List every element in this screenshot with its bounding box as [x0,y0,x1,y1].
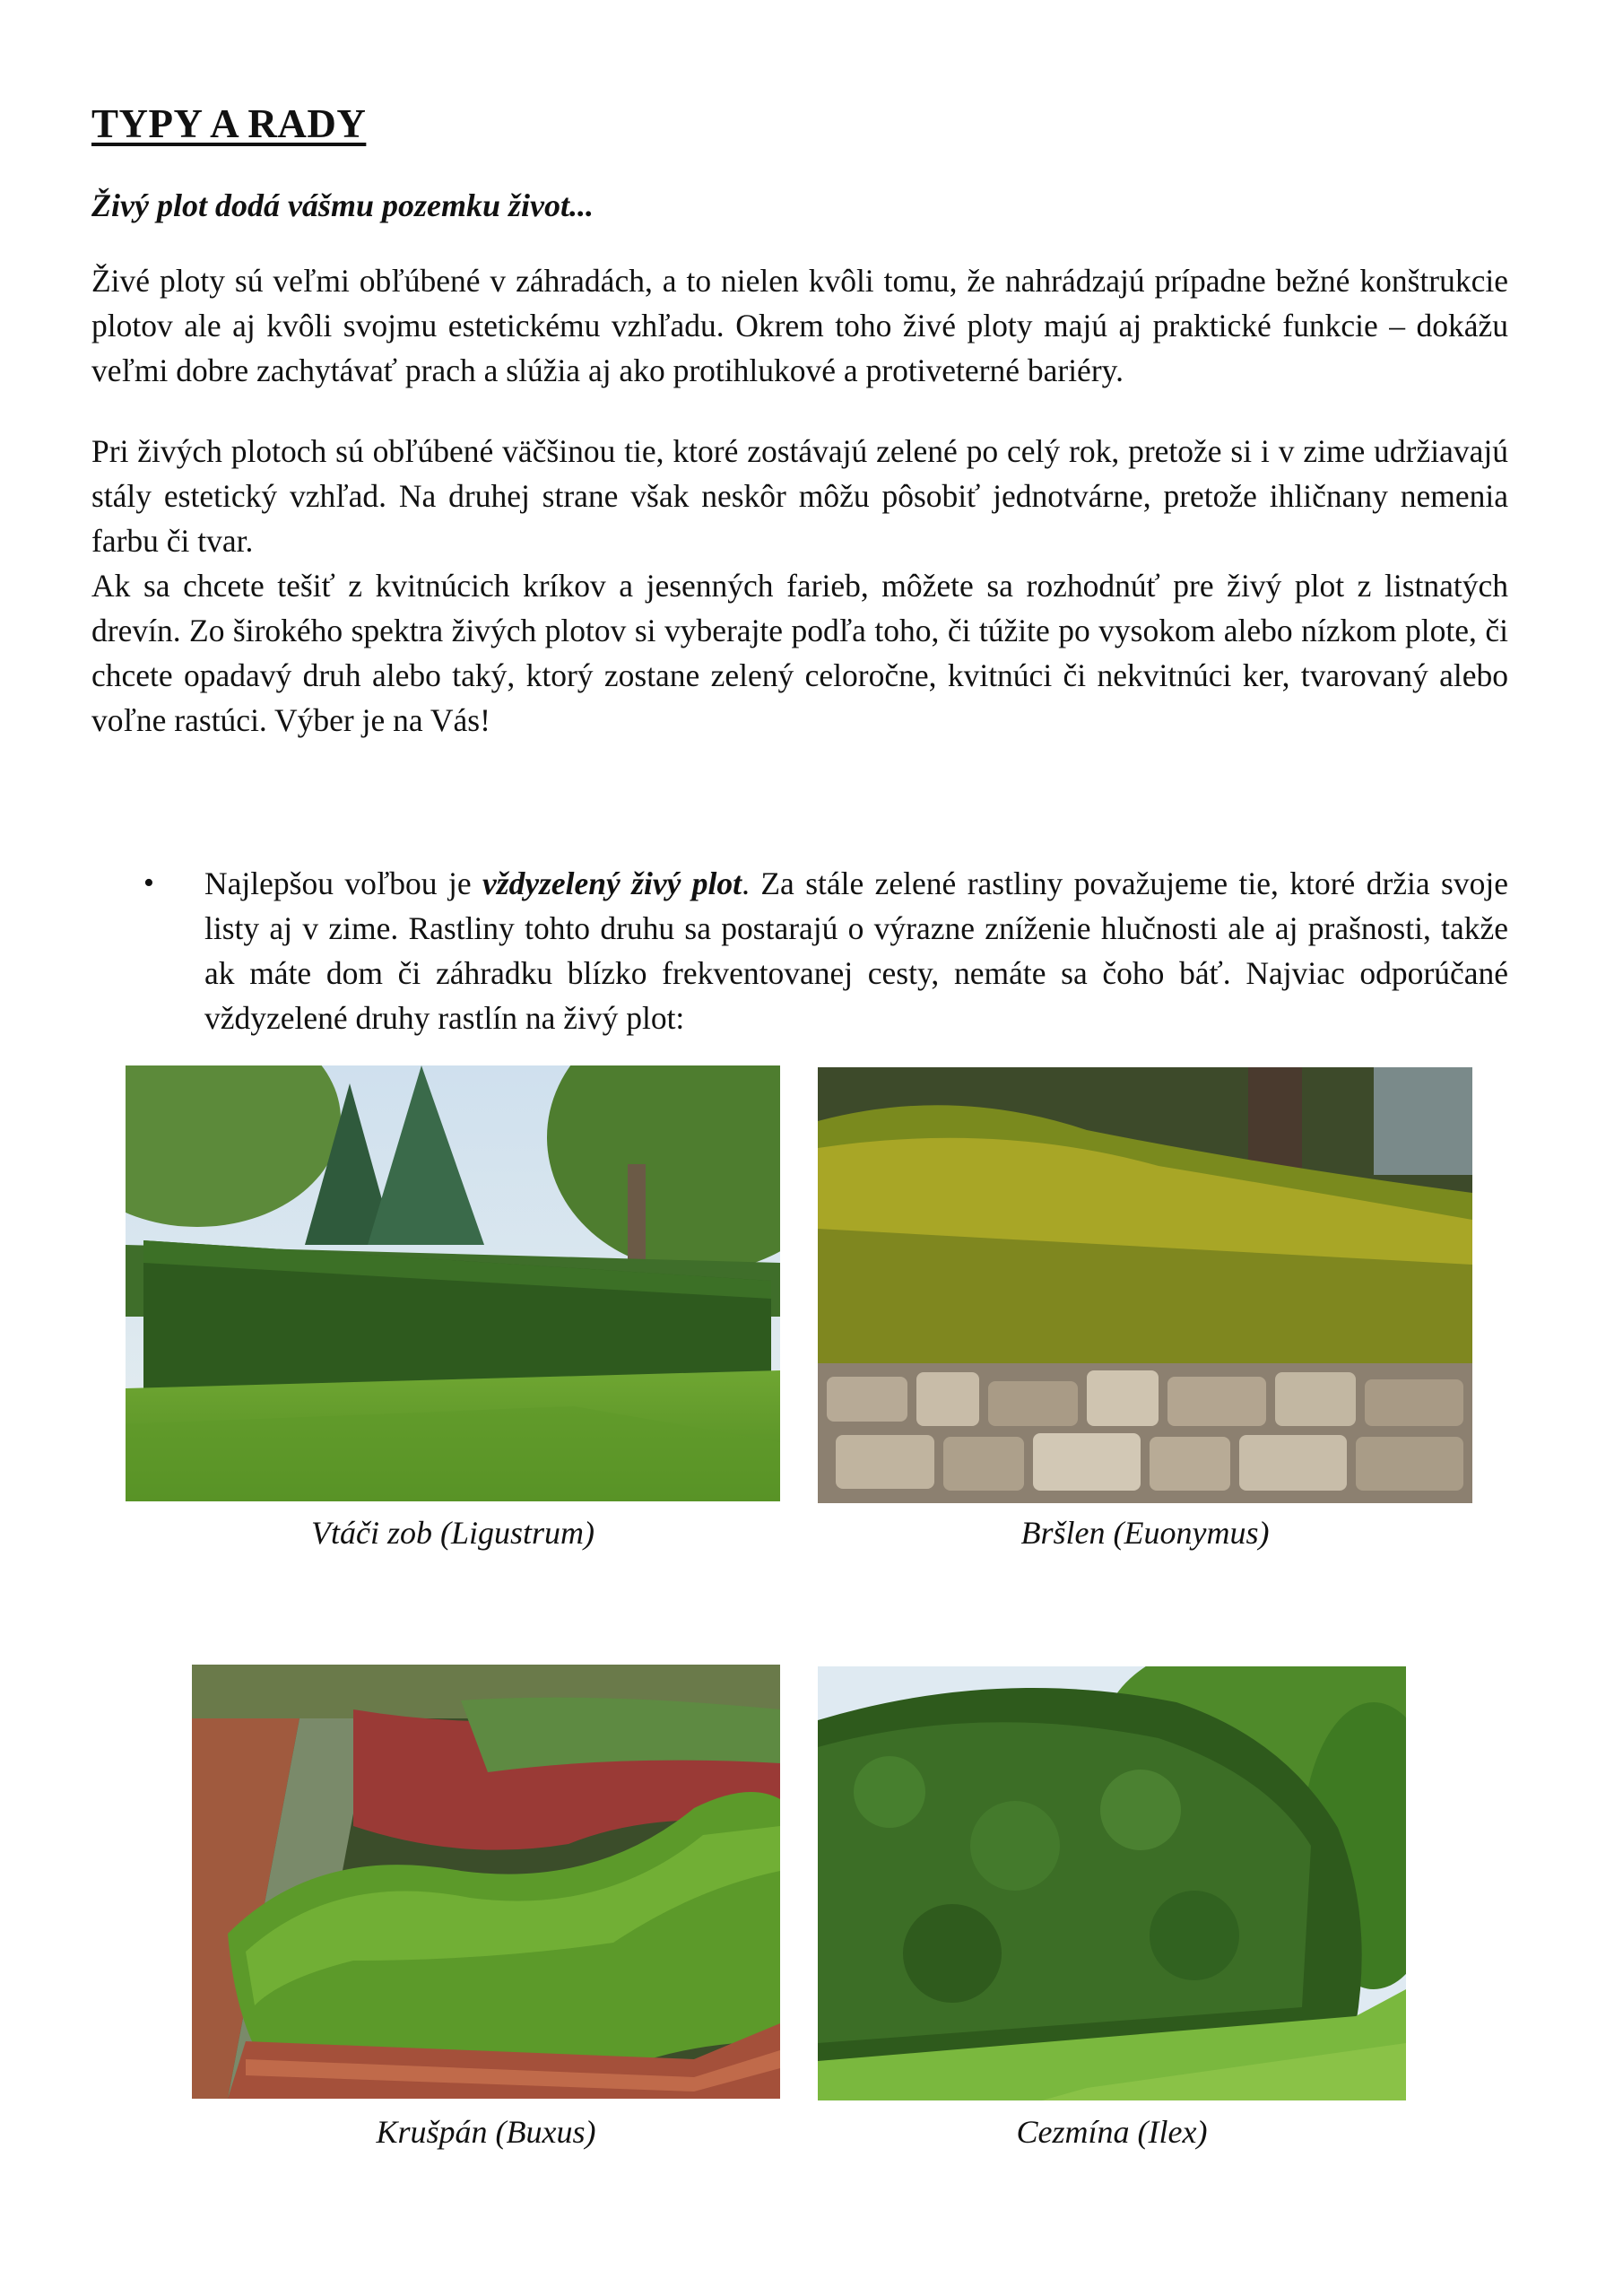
bullet-lead: Najlepšou voľbou je [204,865,482,901]
evergreen-paragraph: Pri živých plotoch sú obľúbené väčšinou tie, ktoré zostávajú zelené po celý rok, pretože si i v zime udržiavajú stály estetický vzhľad. Na druhej strane však neskôr môžu pôsobiť jednotvárne, pretože ihličnany nemenia farbu či tvar. [91,433,1508,559]
hedge-lawn-photo [126,1065,780,1501]
caption-euonymus: Bršlen (Euonymus) [1020,1515,1270,1551]
intro-paragraph: Živé ploty sú veľmi obľúbené v záhradách, a to nielen kvôli tomu, že nahrádzajú prípadne bežné konštrukcie plotov ale aj kvôli svojmu estetickému vzhľadu. Okrem toho živé ploty majú aj praktické funkcie – dokážu veľmi dobre zachytávať prach a slúžia aj ako protihlukové a protiveterné bariéry. [91,263,1508,388]
bullet-emphasis: vždyzelený živý plot [482,865,742,901]
boxwood-garden-photo [192,1665,780,2099]
page-subtitle: Živý plot dodá vášmu pozemku život... [91,187,594,223]
caption-ligustrum: Vtáči zob (Ligustrum) [310,1515,595,1551]
caption-buxus: Krušpán (Buxus) [376,2114,596,2150]
holly-hedge-photo [818,1666,1406,2100]
bullet-text [204,861,1508,1040]
bullet-marker: • [143,866,154,900]
deciduous-paragraph: Ak sa chcete tešiť z kvitnúcich kríkov a jesenných farieb, môžete sa rozhodnúť pre živý plot z listnatých drevín. Zo širokého spektra živých plotov si vyberajte podľa toho, či túžite po vysokom alebo nízkom plote, či chcete opadavý druh alebo taký, ktorý zostane zelený celoročne, kvitnúci či nekvitnúci ker, tvarovaný alebo voľne rastúci. Výber je na Vás! [91,568,1508,738]
evergreen-paragraph-group [91,429,1508,743]
caption-ilex: Cezmína (Ilex) [1016,2114,1208,2150]
bullet-rest: . Za stále zelené rastliny považujeme tie, ktoré držia svoje listy aj v zime. Rastliny tohto druhu sa postarajú o výrazne zníženie hlučnosti ale aj prašnosti, takže ak máte dom či záhradku blízko frekventovanej cesty, nemáte sa čoho báť. Najviac odporúčané vždyzelené druhy rastlín na živý plot: [204,865,1508,1036]
hedge-stone-wall-photo [818,1067,1472,1503]
page-title: TYPY A RADY [91,101,367,146]
bullet-item [143,861,1508,1040]
